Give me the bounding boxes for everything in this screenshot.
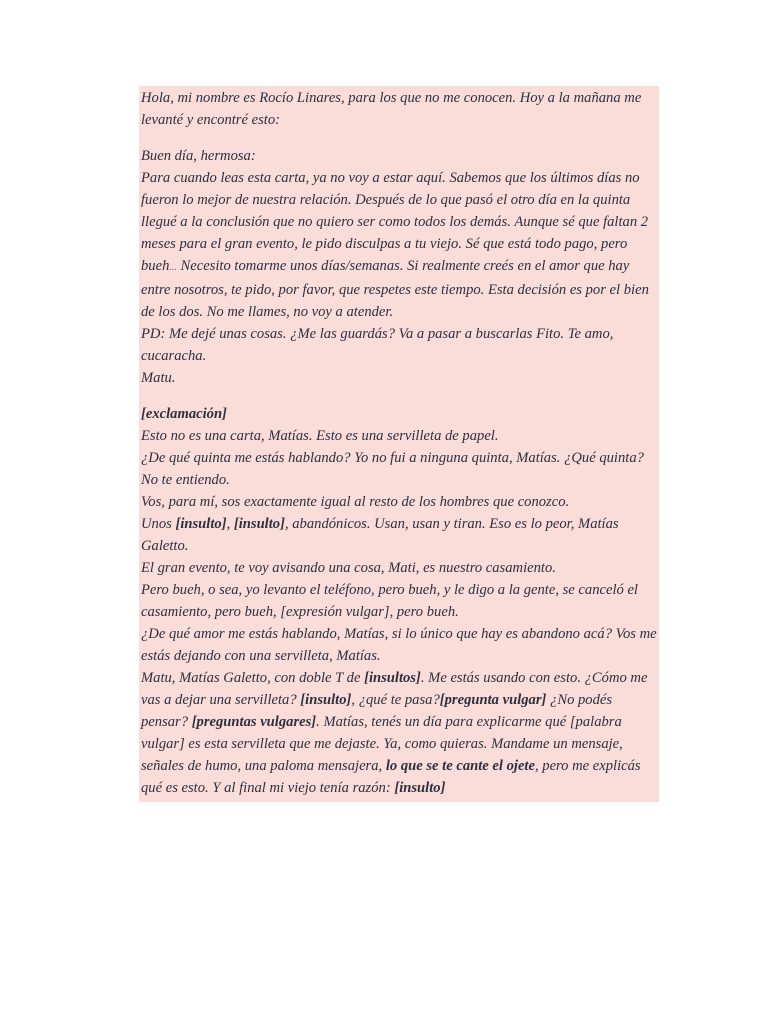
reply-line-4-d: , abandónicos. Usan, usan y tiran. Eso es lo peor, Matías Galetto. <box>141 516 619 554</box>
letter-body-part-1: Para cuando leas esta carta, ya no voy a estar aquí. Sabemos que los últimos días no fueron lo mejor de nuestra relación. Después de lo que pasó el otro día en la quinta llegué a la conclusión que no quiero ser como todos los demás. Aunque sé que faltan 2 meses para el gran evento, le pido disculpas a tu viejo. Sé que está todo pago, pero <box>141 170 649 252</box>
letter-body-part-2: Necesito tomarme unos días/semanas. Si realmente creés en el amor que hay entre nosotros, te pido, por favor, que respetes este tiempo. Esta decisión es por el bien de los dos. No me llames, no voy a atender. <box>141 258 649 320</box>
reply-line-8-bold-k: [preguntas vulgares] <box>191 714 317 730</box>
reply-paragraph <box>141 403 657 799</box>
reply-line-8-bold-i: [pregunta vulgar] <box>439 692 547 708</box>
reply-line-6: Pero bueh, o sea, yo levanto el teléfono, pero bueh, y le digo a la gente, se canceló el casamiento, pero bueh, [expresión vulgar], pero bueh. <box>141 582 638 620</box>
reply-line-8-f: . Me estás usando con esto. ¿Cómo me vas a dejar una servilleta? <box>141 670 648 708</box>
letter-greeting: Buen día, hermosa: <box>141 148 256 164</box>
reply-line-4 <box>141 513 657 557</box>
reply-line-8-bold-o: [insulto] <box>394 780 446 796</box>
reply-line-8-bold-b: [insultos] <box>364 670 421 686</box>
reply-line-8-bold-m: lo que se te cante el ojete <box>385 758 535 774</box>
reply-exclamation: [exclamación] <box>141 406 227 422</box>
reply-line-4-a: Unos <box>141 516 176 532</box>
reply-line-8-h: , ¿qué te pasa? <box>351 692 440 708</box>
reply-line-4-c: , <box>226 516 234 532</box>
reply-line-8-a: Matu, Matías Galetto, con doble T de <box>141 670 365 686</box>
letter-body <box>141 167 657 323</box>
reply-line-4-bold-1: [insulto] <box>175 516 227 532</box>
letter-ellipsis: ... <box>169 262 177 273</box>
intro-text: Hola, mi nombre es Rocío Linares, para los que no me conocen. Hoy a la mañana me levanté y encontré esto: <box>141 90 642 128</box>
reply-line-1: Esto no es una carta, Matías. Esto es una servilleta de papel. <box>141 428 499 444</box>
reply-line-4-bold-2: [insulto] <box>233 516 285 532</box>
reply-line-3: Vos, para mí, sos exactamente igual al resto de los hombres que conozco. <box>141 494 570 510</box>
reply-line-8-bold-g: [insulto] <box>300 692 352 708</box>
letter-postscript: PD: Me dejé unas cosas. ¿Me las guardás? Va a pasar a buscarlas Fito. Te amo, cucaracha. <box>141 326 614 364</box>
letter-paragraph <box>141 145 657 389</box>
reply-line-8 <box>141 667 657 799</box>
reply-line-8-l: . Matías, tenés un día para explicarme qué [palabra vulgar] es esta servilleta que me dejaste. Ya, como quieras. Mandame un mensaje, señales de humo, una paloma mensajera, <box>141 714 623 774</box>
reply-line-5: El gran evento, te voy avisando una cosa, Mati, es nuestro casamiento. <box>141 560 556 576</box>
reply-line-7: ¿De qué amor me estás hablando, Matías, si lo único que hay es abandono acá? Vos me estás dejando con una servilleta, Matías. <box>141 626 657 664</box>
letter-signature: Matu. <box>141 370 176 386</box>
document-text-block <box>139 86 659 802</box>
letter-bueh: bueh <box>141 258 170 274</box>
reply-line-8-n: , pero me explicás qué es esto. Y al final mi viejo tenía razón: <box>141 758 641 796</box>
reply-line-8-j: ¿No podés pensar? <box>141 692 613 730</box>
intro-paragraph <box>141 87 657 131</box>
reply-line-2: ¿De qué quinta me estás hablando? Yo no fui a ninguna quinta, Matías. ¿Qué quinta? No te entiendo. <box>141 450 644 488</box>
